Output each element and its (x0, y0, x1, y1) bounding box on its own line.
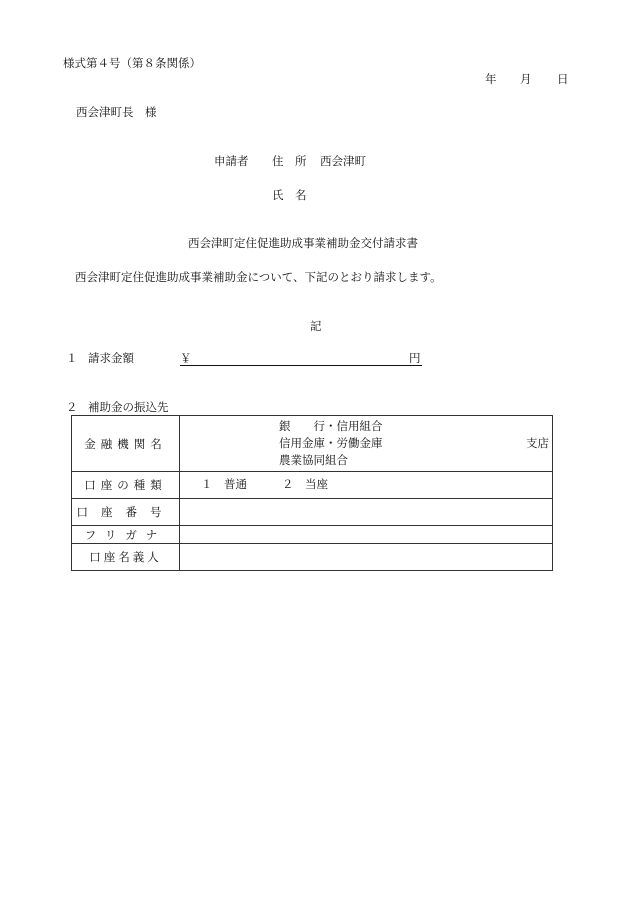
table-row (72, 499, 553, 526)
name-label: 氏 名 (272, 188, 307, 202)
amount-underline (180, 365, 422, 366)
institution-option-3: 農業協同組合 (279, 453, 348, 467)
date-year-label: 年 (485, 72, 497, 86)
furigana-label: フリガナ (84, 527, 167, 542)
account-number-label: 口座番号 (76, 505, 175, 519)
document-title: 西会津町定住促進助成事業補助金交付請求書 (188, 236, 418, 250)
institution-label-cell (72, 416, 180, 472)
table-row (72, 472, 553, 499)
institution-option-1: 銀 行・信用組合 (279, 419, 383, 433)
institution-label: 金融機関名 (84, 436, 167, 451)
furigana-label-cell (72, 526, 180, 544)
address-label: 住 所 (272, 154, 307, 168)
account-holder-label-cell (72, 544, 180, 571)
account-type-value-cell[interactable] (180, 472, 553, 499)
account-number-value-cell[interactable] (180, 499, 553, 526)
account-type-current[interactable]: ２ 当座 (282, 477, 328, 491)
furigana-value-cell[interactable] (180, 526, 553, 544)
account-type-label-cell (72, 472, 180, 499)
body-text: 西会津町定住促進助成事業補助金について、下記のとおり請求します。 (75, 270, 442, 284)
account-holder-value-cell[interactable] (180, 544, 553, 571)
ki-heading: 記 (310, 319, 322, 333)
applicant-label: 申請者 (214, 154, 249, 168)
yen-unit: 円 (409, 351, 421, 365)
date-day-label: 日 (557, 72, 569, 86)
table-row (72, 416, 553, 472)
account-type-label: 口座の種類 (84, 478, 167, 492)
bank-transfer-table (71, 415, 553, 571)
item2-label: 補助金の振込先 (88, 400, 169, 414)
address-value: 西会津町 (320, 154, 366, 168)
date-month-label: 月 (520, 72, 532, 86)
institution-option-2: 信用金庫・労働金庫 (279, 436, 383, 450)
account-holder-label: 口座名義人 (89, 550, 162, 564)
branch-label: 支店 (526, 436, 549, 450)
item2-number: ２ (66, 400, 78, 414)
institution-value-cell[interactable] (180, 416, 553, 472)
account-type-ordinary[interactable]: １ 普通 (201, 477, 247, 491)
currency-symbol: ￥ (180, 351, 192, 365)
table-row (72, 526, 553, 544)
addressee: 西会津町長 様 (76, 105, 157, 119)
item1-label: 請求金額 (88, 351, 134, 365)
form-number: 様式第４号（第８条関係） (63, 56, 201, 70)
account-number-label-cell (72, 499, 180, 526)
table-row (72, 544, 553, 571)
item1-number: １ (66, 351, 78, 365)
